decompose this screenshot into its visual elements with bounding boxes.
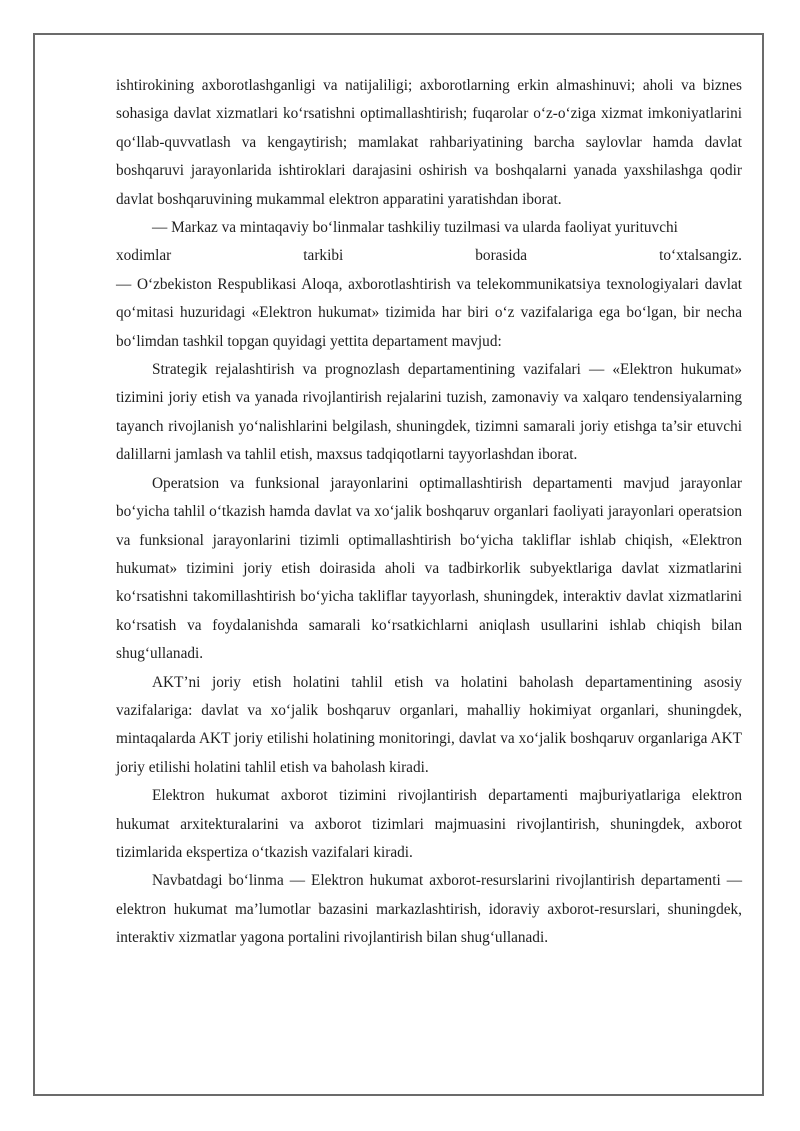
paragraph-7: Elektron hukumat axborot tizimini rivojlantirish departamenti majburiyatlariga elektron hukumat arxitekturalarini va axborot tizimlari majmuasini rivojlantirish, shuningdek, axborot tizimlarida ekspertiza o‘tkazish vazifalari kiradi.	[116, 787, 742, 861]
paragraph-1: ishtirokining axborotlashganligi va natijaliligi; axborotlarning erkin almashinuvi; aholi va biznes sohasiga davlat xizmatlari ko‘rsatishni optimallashtirish; fuqarolar o‘z-o‘ziga xizmat imkoniyatlarini qo‘llab-quvvatlash va kengaytirish; mamlakat rahbariyatining barcha saylovlar hamda davlat boshqaruvi jarayonlarida ishtiroklari darajasini oshirish va boshqalarni yanada yaxshilashga qodir davlat boshqaruvining mukammal elektron apparatini yaratishdan iborat.	[116, 77, 742, 208]
document-body	[116, 72, 742, 953]
word: xodimlar	[116, 247, 172, 265]
paragraph-2: — Markaz va mintaqaviy bo‘linmalar tashkiliy tuzilmasi va ularda faoliyat yurituvchi	[152, 219, 678, 237]
word: to‘xtalsangiz.	[659, 247, 742, 265]
paragraph-4: Strategik rejalashtirish va prognozlash departamentining vazifalari — «Elektron hukumat» tizimini joriy etish va yanada rivojlantirish rejalarini tuzish, zamonaviy va xalqaro tendensiyalarning tayanch rivojlanish yo‘nalishlarini belgilash, shuningdek, tizimni samarali joriy etishga ta’sir etuvchi dalillarni jamlash va tahlil etish, maxsus tadqiqotlarni tayyorlashdan iborat.	[116, 361, 742, 464]
word: borasida	[475, 247, 528, 265]
paragraph-6: AKT’ni joriy etish holatini tahlil etish va holatini baholash departamentining asosiy vazifalariga: davlat va xo‘jalik boshqaruv organlari, mahalliy hokimiyat organlari, shuningdek, mintaqalarda AKT joriy etilishi holatining monitoringi, davlat va xo‘jalik boshqaruv organlariga AKT joriy etilishi holatini tahlil etish va baholash kiradi.	[116, 673, 742, 776]
word: tarkibi	[303, 247, 344, 265]
paragraph-8: Navbatdagi bo‘linma — Elektron hukumat axborot-resurslarini rivojlantirish departamenti — elektron hukumat ma’lumotlar bazasini markazlashtirish, idoraviy axborot-resurslari, shuningdek, interaktiv xizmatlar yagona portalini rivojlantirish bilan shug‘ullanadi.	[116, 872, 742, 947]
paragraph-5: Operatsion va funksional jarayonlarini optimallashtirish departamenti mavjud jarayonlar bo‘yicha tahlil o‘tkazish hamda davlat va xo‘jalik boshqaruv organlari faoliyati jarayonlari operatsion va funksional jarayonlarini tizimli optimallashtirish bo‘yicha takliflar ishlab chiqish, «Elektron hukumat» tizimini joriy etish doirasida aholi va tadbirkorlik subyektlariga davlat xizmatlarini ko‘rsatishni takomillashtirish bo‘yicha takliflar tayyorlash, shuningdek, interaktiv davlat xizmatlarini ko‘rsatish va foydalanishda samarali ko‘rsatkichlarni aniqlash usullarini ishlab chiqish bilan shug‘ullanadi.	[116, 474, 742, 663]
paragraph-2-last-line	[116, 242, 742, 270]
paragraph-3: — O‘zbekiston Respublikasi Aloqa, axborotlashtirish va telekommunikatsiya texnologiyalari davlat qo‘mitasi huzuridagi «Elektron hukumat» tizimida har biri o‘z vazifalariga ega bo‘lgan, bir necha bo‘limdan tashkil topgan quyidagi yettita departament mavjud:	[116, 275, 742, 350]
